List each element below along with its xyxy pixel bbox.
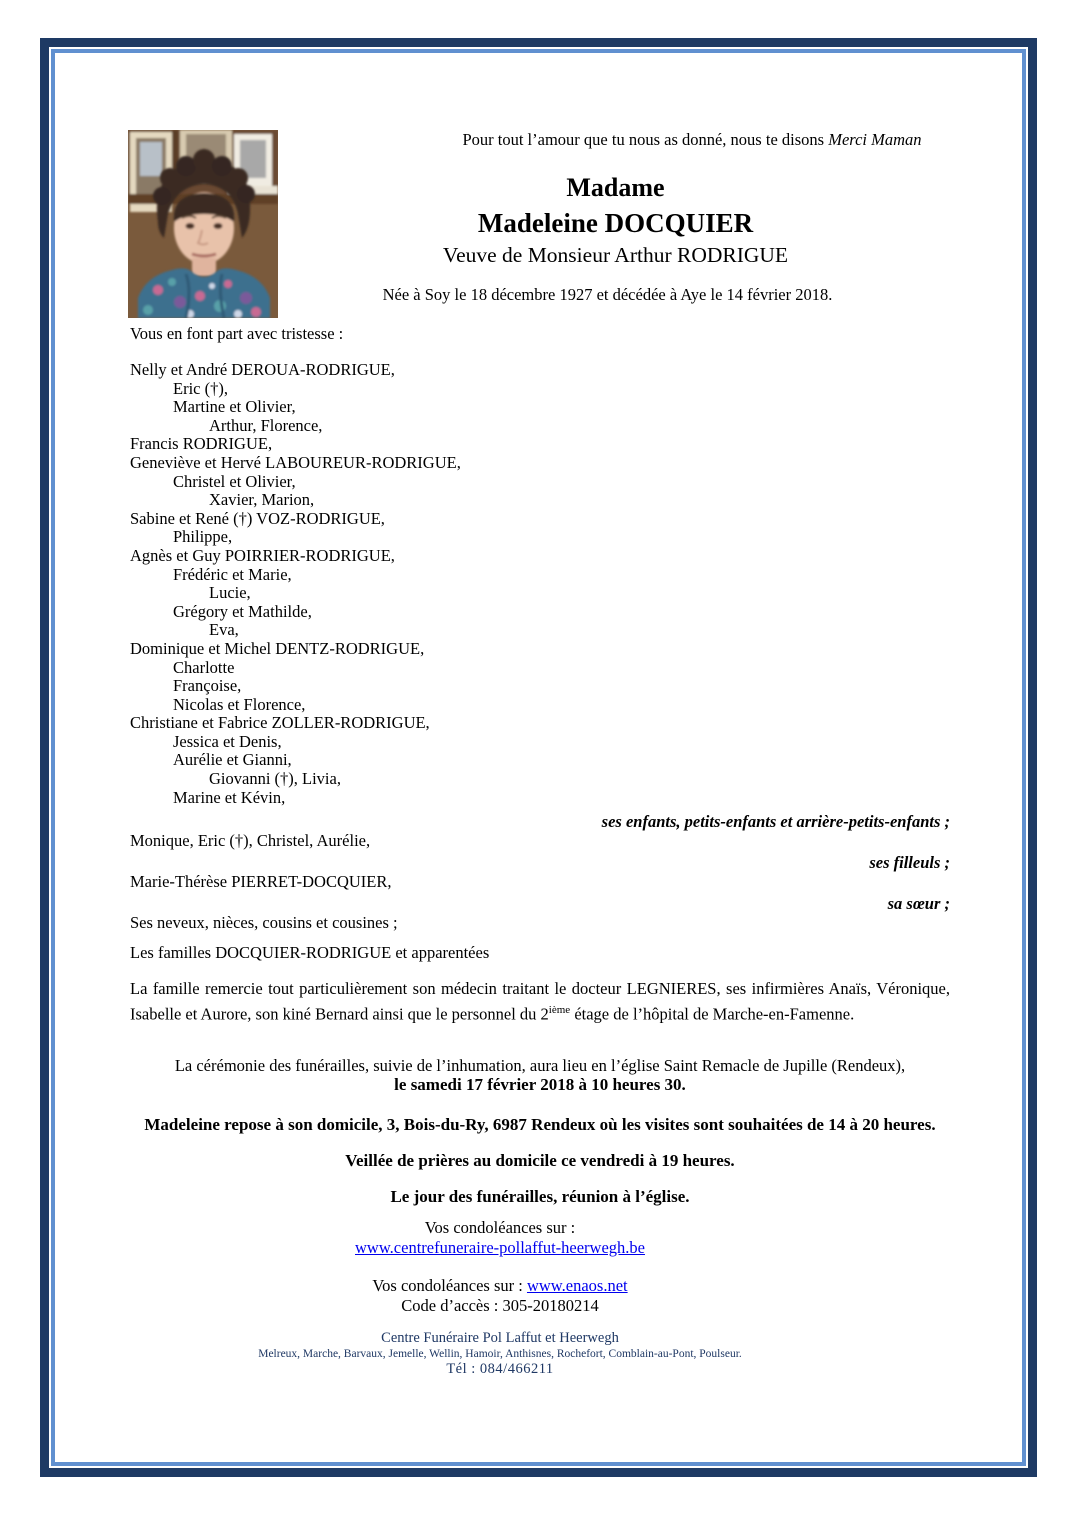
funeral-home-phone: Tél : 084/466211 [446,1361,554,1377]
nephews-line: Ses neveux, nièces, cousins et cousines ; [130,913,398,933]
family-member-line: Eva, [209,620,239,640]
dedication-italic-text: Merci Maman [828,130,922,149]
ceremony-date-line: le samedi 17 février 2018 à 10 heures 30. [394,1074,686,1094]
condolences-label-1: Vos condoléances sur : [424,1218,576,1237]
family-member-line: Christiane et Fabrice ZOLLER-RODRIGUE, [130,713,430,733]
family-member-line: Dominique et Michel DENTZ-RODRIGUE, [130,638,425,658]
dedication-line [340,130,1044,150]
portrait-photo-illustration [128,130,278,318]
intro-line: Vous en font part avec tristesse : [130,324,344,343]
family-member-line: Agnès et Guy POIRRIER-RODRIGUE, [130,545,395,565]
repose-line: Madeleine repose à son domicile, 3, Bois-du-Ry, 6987 Rendeux où les visites sont souhaitées de 14 à 20 heures. [144,1114,936,1134]
family-member-line: Giovanni (†), Livia, [209,769,341,789]
family-member-line: Aurélie et Gianni, [173,750,292,770]
thanks-text-2: étage de l’hôpital de Marche-en-Famenne. [570,1004,855,1024]
funeral-home-footer [130,1329,870,1378]
family-member-line: Xavier, Marion, [209,490,315,510]
funeral-home-locations: Melreux, Marche, Barvaux, Jemelle, Wellin, Hamoir, Anthisnes, Rochefort, Comblain-au-Pont, Poulseur. [258,1348,742,1360]
ceremony-location-line: La cérémonie des funérailles, suivie de l’inhumation, aura lieu en l’église Saint Remacle de Jupille (Rendeux), [174,1055,906,1075]
family-member-line: Sabine et René (†) VOZ-RODRIGUE, [130,508,385,528]
sister-name: Marie-Thérèse PIERRET-DOCQUIER, [130,872,392,892]
relation-godchildren-label: ses filleuls ; [869,853,950,873]
birth-death-dates: Née à Soy le 18 décembre 1927 et décédée à Aye le 14 février 2018. [382,285,833,304]
vigil-line: Veillée de prières au domicile ce vendredi à 19 heures. [345,1150,735,1170]
thanks-paragraph [130,978,950,1025]
deceased-name: Madeleine DOCQUIER [477,208,754,238]
family-member-line: Martine et Olivier, [173,397,296,417]
family-member-line: Charlotte [173,657,235,677]
relation-children-label: ses enfants, petits-enfants et arrière-petits-enfants ; [601,812,950,832]
condolences-label-2: Vos condoléances sur : [372,1276,527,1295]
family-member-line: Françoise, [173,676,242,696]
condolences-block [130,1218,870,1316]
portrait-photo [128,130,278,318]
dedication-text: Pour tout l’amour que tu nous as donné, nous te disons [462,130,829,149]
thanks-text-1: La famille remercie tout particulièrement son médecin traitant le docteur LEGNIERES, ses infirmières Anaïs, Véronique, Isabelle et Aurore, son kiné Bernard ainsi que le personnel du 2 [130,979,950,1024]
family-member-line: Eric (†), [173,378,228,398]
family-members-list [130,361,950,807]
widow-subtitle: Veuve de Monsieur Arthur RODRIGUE [442,243,789,267]
funeral-home-website-link[interactable]: www.centrefuneraire-pollaffut-heerwegh.be [355,1238,645,1257]
condolences-line-2 [130,1276,870,1296]
title-block [283,171,948,270]
family-member-line: Lucie, [209,583,251,603]
family-member-line: Francis RODRIGUE, [130,434,273,454]
funeral-home-name: Centre Funéraire Pol Laffut et Heerwegh [381,1330,619,1346]
family-member-line: Geneviève et Hervé LABOUREUR-RODRIGUE, [130,452,461,472]
family-member-line: Jessica et Denis, [173,731,282,751]
family-member-line: Frédéric et Marie, [173,564,292,584]
family-member-line: Philippe, [173,527,233,547]
family-member-line: Arthur, Florence, [209,415,323,435]
family-member-line: Nelly et André DEROUA-RODRIGUE, [130,360,395,379]
meeting-line: Le jour des funérailles, réunion à l’église. [390,1186,690,1206]
title-madame: Madame [566,173,665,202]
thanks-superscript: ième [548,1003,571,1016]
families-line: Les familles DOCQUIER-RODRIGUE et apparentées [130,943,490,963]
family-member-line: Nicolas et Florence, [173,694,306,714]
announcement-body [130,324,950,1206]
family-member-line: Grégory et Mathilde, [173,601,312,621]
godchildren-names: Monique, Eric (†), Christel, Aurélie, [130,831,371,851]
enaos-link[interactable]: www.enaos.net [526,1276,628,1295]
access-code-line: Code d’accès : 305-20180214 [401,1296,599,1315]
family-member-line: Christel et Olivier, [173,471,296,491]
relation-sister-label: sa sœur ; [887,894,950,914]
family-member-line: Marine et Kévin, [173,787,286,807]
